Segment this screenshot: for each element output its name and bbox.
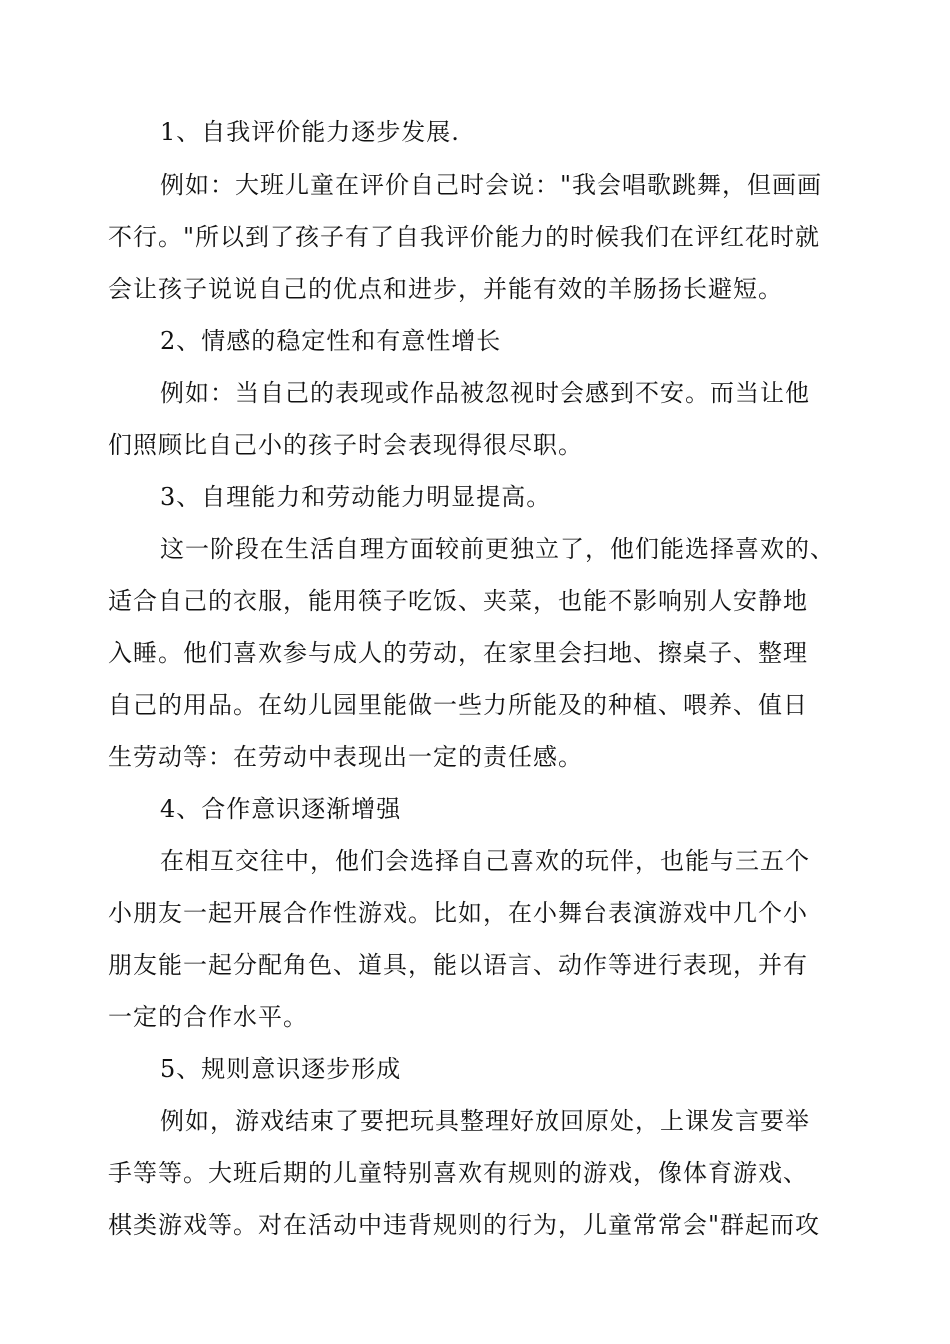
- paragraph-line: 手等等。大班后期的儿童特别喜欢有规则的游戏，像体育游戏、: [108, 1159, 808, 1187]
- paragraph-line: 这一阶段在生活自理方面较前更独立了，他们能选择喜欢的、: [160, 535, 835, 563]
- paragraph-line: 生劳动等：在劳动中表现出一定的责任感。: [108, 743, 583, 771]
- paragraph-line: 棋类游戏等。对在活动中违背规则的行为，儿童常常会"群起而攻: [108, 1211, 821, 1239]
- paragraph-line: 在相互交往中，他们会选择自己喜欢的玩伴，也能与三五个: [160, 847, 810, 875]
- paragraph-line: 例如，游戏结束了要把玩具整理好放回原处，上课发言要举: [160, 1107, 810, 1135]
- paragraph-line: 例如：当自己的表现或作品被忽视时会感到不安。而当让他: [160, 379, 810, 407]
- paragraph-line: 一定的合作水平。: [108, 1003, 308, 1031]
- paragraph-line: 不行。"所以到了孩子有了自我评价能力的时候我们在评红花时就: [108, 223, 821, 251]
- paragraph-line: 朋友能一起分配角色、道具，能以语言、动作等进行表现，并有: [108, 951, 808, 979]
- heading-3: 3、自理能力和劳动能力明显提高。: [160, 483, 552, 511]
- paragraph-line: 会让孩子说说自己的优点和进步，并能有效的羊肠扬长避短。: [108, 275, 783, 303]
- paragraph-line: 们照顾比自己小的孩子时会表现得很尽职。: [108, 431, 583, 459]
- heading-5: 5、规则意识逐步形成: [160, 1055, 402, 1083]
- paragraph-line: 自己的用品。在幼儿园里能做一些力所能及的种植、喂养、值日: [108, 691, 808, 719]
- heading-1: 1、自我评价能力逐步发展.: [160, 118, 460, 146]
- paragraph-line: 适合自己的衣服，能用筷子吃饭、夹菜，也能不影响别人安静地: [108, 587, 808, 615]
- paragraph-line: 入睡。他们喜欢参与成人的劳动，在家里会扫地、擦桌子、整理: [108, 639, 808, 667]
- paragraph-line: 小朋友一起开展合作性游戏。比如，在小舞台表演游戏中几个小: [108, 899, 808, 927]
- heading-4: 4、合作意识逐渐增强: [160, 795, 402, 823]
- paragraph-line: 例如：大班儿童在评价自己时会说："我会唱歌跳舞，但画画: [160, 171, 823, 199]
- heading-2: 2、情感的稳定性和有意性增长: [160, 327, 502, 355]
